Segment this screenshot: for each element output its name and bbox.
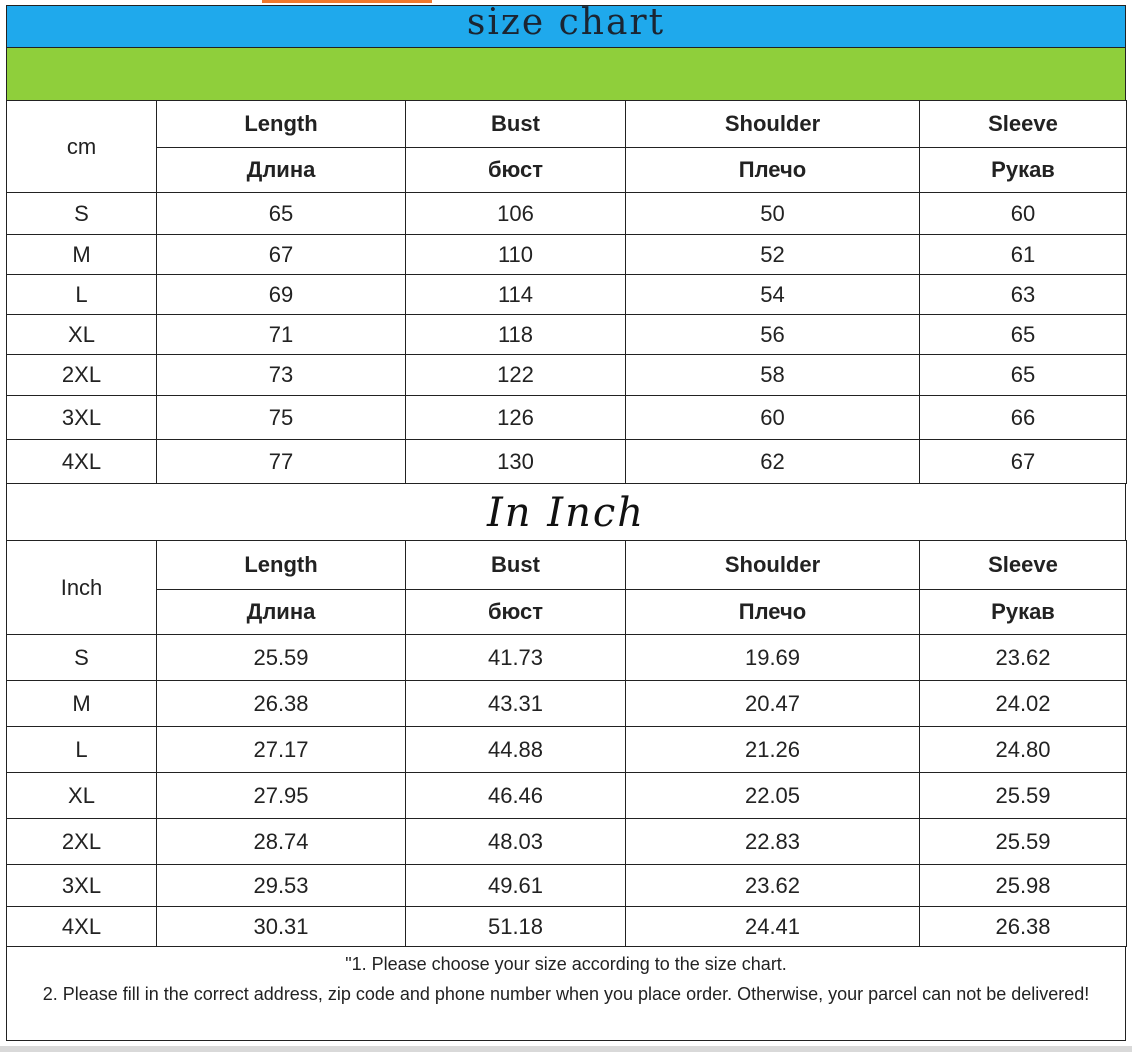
col-sleeve-header: Sleeve bbox=[920, 101, 1127, 148]
table-row bbox=[7, 235, 1127, 275]
length-value: 75 bbox=[157, 396, 406, 440]
bust-value: 118 bbox=[406, 315, 626, 355]
size-label: XL bbox=[7, 315, 157, 355]
sleeve-value: 66 bbox=[920, 396, 1127, 440]
length-value: 25.59 bbox=[157, 635, 406, 681]
sleeve-value: 65 bbox=[920, 355, 1127, 396]
size-label: XL bbox=[7, 773, 157, 819]
shoulder-value: 60 bbox=[626, 396, 920, 440]
col-shoulder-header-ru: Плечо bbox=[626, 148, 920, 193]
shoulder-value: 56 bbox=[626, 315, 920, 355]
size-label: L bbox=[7, 275, 157, 315]
shoulder-value: 24.41 bbox=[626, 907, 920, 947]
size-label: 2XL bbox=[7, 355, 157, 396]
bust-value: 43.31 bbox=[406, 681, 626, 727]
bust-value: 51.18 bbox=[406, 907, 626, 947]
table-row bbox=[7, 819, 1127, 865]
sleeve-value: 24.80 bbox=[920, 727, 1127, 773]
size-label: M bbox=[7, 681, 157, 727]
sleeve-value: 25.59 bbox=[920, 819, 1127, 865]
note-size-choice: "1. Please choose your size according to the size chart. bbox=[345, 954, 787, 974]
shoulder-value: 22.83 bbox=[626, 819, 920, 865]
inch-section-title: In Inch bbox=[6, 484, 1126, 540]
bust-value: 130 bbox=[406, 440, 626, 484]
size-chart-title: size chart bbox=[6, 5, 1126, 48]
length-value: 26.38 bbox=[157, 681, 406, 727]
table-row bbox=[7, 681, 1127, 727]
shoulder-value: 21.26 bbox=[626, 727, 920, 773]
size-label: S bbox=[7, 193, 157, 235]
cm-size-table bbox=[6, 100, 1127, 484]
col-bust-header: Bust bbox=[406, 101, 626, 148]
col-bust-header-ru: бюст bbox=[406, 148, 626, 193]
sleeve-value: 23.62 bbox=[920, 635, 1127, 681]
length-value: 29.53 bbox=[157, 865, 406, 907]
table-row bbox=[7, 635, 1127, 681]
table-row bbox=[7, 727, 1127, 773]
length-value: 71 bbox=[157, 315, 406, 355]
col-sleeve-header-ru: Рукав bbox=[920, 590, 1127, 635]
cm-unit-label: cm bbox=[7, 101, 157, 193]
sleeve-value: 25.59 bbox=[920, 773, 1127, 819]
col-shoulder-header: Shoulder bbox=[626, 541, 920, 590]
shoulder-value: 54 bbox=[626, 275, 920, 315]
shoulder-value: 23.62 bbox=[626, 865, 920, 907]
size-label: 4XL bbox=[7, 440, 157, 484]
bust-value: 49.61 bbox=[406, 865, 626, 907]
bust-value: 46.46 bbox=[406, 773, 626, 819]
col-sleeve-header-ru: Рукав bbox=[920, 148, 1127, 193]
length-value: 67 bbox=[157, 235, 406, 275]
shoulder-value: 52 bbox=[626, 235, 920, 275]
sleeve-value: 61 bbox=[920, 235, 1127, 275]
shoulder-value: 62 bbox=[626, 440, 920, 484]
shoulder-value: 20.47 bbox=[626, 681, 920, 727]
inch-unit-label: Inch bbox=[7, 541, 157, 635]
size-label: L bbox=[7, 727, 157, 773]
length-value: 73 bbox=[157, 355, 406, 396]
bust-value: 44.88 bbox=[406, 727, 626, 773]
sleeve-value: 24.02 bbox=[920, 681, 1127, 727]
col-length-header-ru: Длина bbox=[157, 590, 406, 635]
bottom-edge bbox=[0, 1046, 1132, 1052]
size-label: 4XL bbox=[7, 907, 157, 947]
bust-value: 41.73 bbox=[406, 635, 626, 681]
note-address: 2. Please fill in the correct address, zip code and phone number when you place order. Otherwise, your parcel can not be delivered! bbox=[42, 984, 1090, 1004]
table-row bbox=[7, 355, 1127, 396]
table-row bbox=[7, 193, 1127, 235]
size-label: 3XL bbox=[7, 865, 157, 907]
table-row bbox=[7, 865, 1127, 907]
length-value: 69 bbox=[157, 275, 406, 315]
col-shoulder-header: Shoulder bbox=[626, 101, 920, 148]
bust-value: 110 bbox=[406, 235, 626, 275]
length-value: 30.31 bbox=[157, 907, 406, 947]
table-row bbox=[7, 396, 1127, 440]
table-row bbox=[7, 315, 1127, 355]
length-value: 77 bbox=[157, 440, 406, 484]
table-row bbox=[7, 440, 1127, 484]
table-row bbox=[7, 275, 1127, 315]
green-banner bbox=[6, 48, 1126, 100]
sleeve-value: 63 bbox=[920, 275, 1127, 315]
length-value: 65 bbox=[157, 193, 406, 235]
bust-value: 114 bbox=[406, 275, 626, 315]
bust-value: 106 bbox=[406, 193, 626, 235]
length-value: 27.17 bbox=[157, 727, 406, 773]
top-accent-strip bbox=[262, 0, 432, 3]
bust-value: 122 bbox=[406, 355, 626, 396]
bust-value: 126 bbox=[406, 396, 626, 440]
col-bust-header: Bust bbox=[406, 541, 626, 590]
col-bust-header-ru: бюст bbox=[406, 590, 626, 635]
size-label: M bbox=[7, 235, 157, 275]
length-value: 27.95 bbox=[157, 773, 406, 819]
col-length-header-ru: Длина bbox=[157, 148, 406, 193]
shoulder-value: 50 bbox=[626, 193, 920, 235]
shoulder-value: 19.69 bbox=[626, 635, 920, 681]
size-notes bbox=[6, 947, 1126, 1041]
table-row bbox=[7, 907, 1127, 947]
col-length-header: Length bbox=[157, 541, 406, 590]
size-label: S bbox=[7, 635, 157, 681]
bust-value: 48.03 bbox=[406, 819, 626, 865]
shoulder-value: 22.05 bbox=[626, 773, 920, 819]
size-label: 2XL bbox=[7, 819, 157, 865]
inch-size-table bbox=[6, 540, 1127, 947]
sleeve-value: 25.98 bbox=[920, 865, 1127, 907]
table-row bbox=[7, 773, 1127, 819]
sleeve-value: 60 bbox=[920, 193, 1127, 235]
sleeve-value: 26.38 bbox=[920, 907, 1127, 947]
col-length-header: Length bbox=[157, 101, 406, 148]
size-label: 3XL bbox=[7, 396, 157, 440]
shoulder-value: 58 bbox=[626, 355, 920, 396]
size-chart-page bbox=[6, 5, 1126, 1041]
col-sleeve-header: Sleeve bbox=[920, 541, 1127, 590]
length-value: 28.74 bbox=[157, 819, 406, 865]
col-shoulder-header-ru: Плечо bbox=[626, 590, 920, 635]
sleeve-value: 65 bbox=[920, 315, 1127, 355]
sleeve-value: 67 bbox=[920, 440, 1127, 484]
